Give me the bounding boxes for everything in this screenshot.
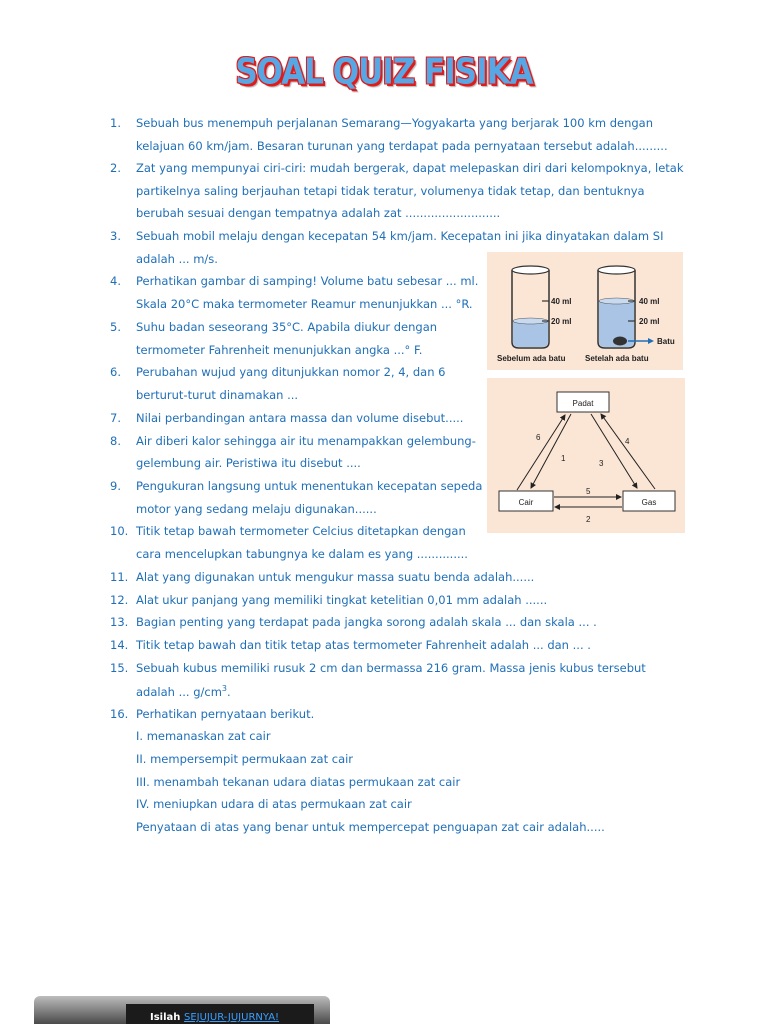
arrow-label-3: 3 [599,459,604,468]
label-batu: Batu [657,337,675,346]
question-text-part: adalah ... g/cm [136,684,222,699]
question-text: Titik tetap bawah dan titik tetap atas termometer Fahrenheit adalah ... dan ... . [136,638,591,652]
label-20ml: 20 ml [551,317,572,326]
question-number: 3. [110,229,121,243]
question-text: Sebuah bus menempuh perjalanan Semarang—Yogyakarta yang berjarak 100 km dengan [136,116,654,130]
question-text: Perhatikan gambar di samping! Volume batu sebesar ... ml. [136,274,479,288]
question-number: 11. [110,570,129,584]
arrow-label-4: 4 [625,437,630,446]
question-text: Penyataan di atas yang benar untuk mempercepat penguapan zat cair adalah..... [136,820,605,834]
question-text: motor yang sedang melaju digunakan...... [136,502,377,516]
question-number: 2. [110,161,121,175]
statement-1: I. memanaskan zat cair [136,729,271,743]
question-number: 7. [110,411,121,425]
question-number: 1. [110,116,121,130]
caption-after: Setelah ada batu [585,354,649,363]
state-gas: Gas [641,498,657,507]
question-text: Air diberi kalor sehingga air itu menampakkan gelembung- [136,434,476,448]
state-cair: Cair [518,498,534,507]
question-text: Nilai perbandingan antara massa dan volume disebut..... [136,411,464,425]
question-number: 14. [110,638,129,652]
statement-4: IV. meniupkan udara di atas permukaan zat cair [136,797,412,811]
question-text: partikelnya saling berjauhan tetapi tidak teratur, volumenya tidak tetap, dan bentuknya [136,184,645,198]
question-number: 5. [110,320,121,334]
question-text: Pengukuran langsung untuk menentukan kecepatan sepeda [136,479,483,493]
question-text: Zat yang mempunyai ciri-ciri: mudah bergerak, dapat melepaskan diri dari kelompoknya, letak [136,161,684,175]
caption-before: Sebelum ada batu [497,354,566,363]
figure-beakers [487,252,683,370]
question-text: Sebuah kubus memiliki rusuk 2 cm dan bermassa 216 gram. Massa jenis kubus tersebut [136,661,646,675]
label-40ml: 40 ml [639,297,660,306]
page-title: SOAL QUIZ FISIKA [235,51,533,93]
question-text: Alat yang digunakan untuk mengukur massa suatu benda adalah...... [136,570,535,584]
superscript: 3 [221,684,227,693]
question-number: 6. [110,365,121,379]
stone [613,337,627,346]
question-text: Perubahan wujud yang ditunjukkan nomor 2, 4, dan 6 [136,365,446,379]
question-text: cara mencelupkan tabungnya ke dalam es yang .............. [136,547,468,561]
arrow-label-2: 2 [586,515,591,524]
question-number: 9. [110,479,121,493]
arrow-label-6: 6 [536,433,541,442]
question-text: Bagian penting yang terdapat pada jangka sorong adalah skala ... dan skala ... . [136,615,597,629]
statement-3: III. menambah tekanan udara diatas permukaan zat cair [136,775,461,789]
question-text-part: . [227,684,231,699]
question-text: berubah sesuai dengan tempatnya adalah zat .......................... [136,206,501,220]
arrow-label-1: 1 [561,454,566,463]
question-text: Skala 20°C maka termometer Reamur menunjukkan ... °R. [136,297,473,311]
question-text: Suhu badan seseorang 35°C. Apabila diukur dengan [136,320,438,334]
arrow-label-5: 5 [586,487,591,496]
question-number: 4. [110,274,121,288]
question-text: Sebuah mobil melaju dengan kecepatan 54 km/jam. Kecepatan ini jika dinyatakan dalam SI [136,229,664,243]
question-number: 16. [110,707,129,721]
question-text: adalah ... m/s. [136,252,218,266]
question-number: 15. [110,661,129,675]
question-text: berturut-turut dinamakan ... [136,388,299,402]
question-number: 10. [110,524,129,538]
question-text: Alat ukur panjang yang memiliki tingkat ketelitian 0,01 mm adalah ...... [136,593,548,607]
question-number: 8. [110,434,121,448]
question-text: gelembung air. Peristiwa itu disebut .... [136,456,361,470]
question-text: termometer Fahrenheit menunjukkan angka ...° F. [136,343,423,357]
question-number: 13. [110,615,129,629]
question-text [136,684,231,699]
bottom-link[interactable]: SEJUJUR-JUJURNYA! [184,1012,280,1023]
question-text: Perhatikan pernyataan berikut. [136,707,315,721]
question-number: 12. [110,593,129,607]
question-text: Titik tetap bawah termometer Celcius ditetapkan dengan [136,524,466,538]
label-40ml: 40 ml [551,297,572,306]
beaker-diagram [487,252,683,370]
bottom-label: Isilah [150,1012,181,1023]
figure-states-of-matter [487,378,685,533]
states-diagram [487,378,685,533]
statement-2: II. mempersempit permukaan zat cair [136,752,354,766]
label-20ml: 20 ml [639,317,660,326]
question-text: kelajuan 60 km/jam. Besaran turunan yang terdapat pada pernyataan tersebut adalah......... [136,139,668,153]
state-padat: Padat [572,399,594,408]
